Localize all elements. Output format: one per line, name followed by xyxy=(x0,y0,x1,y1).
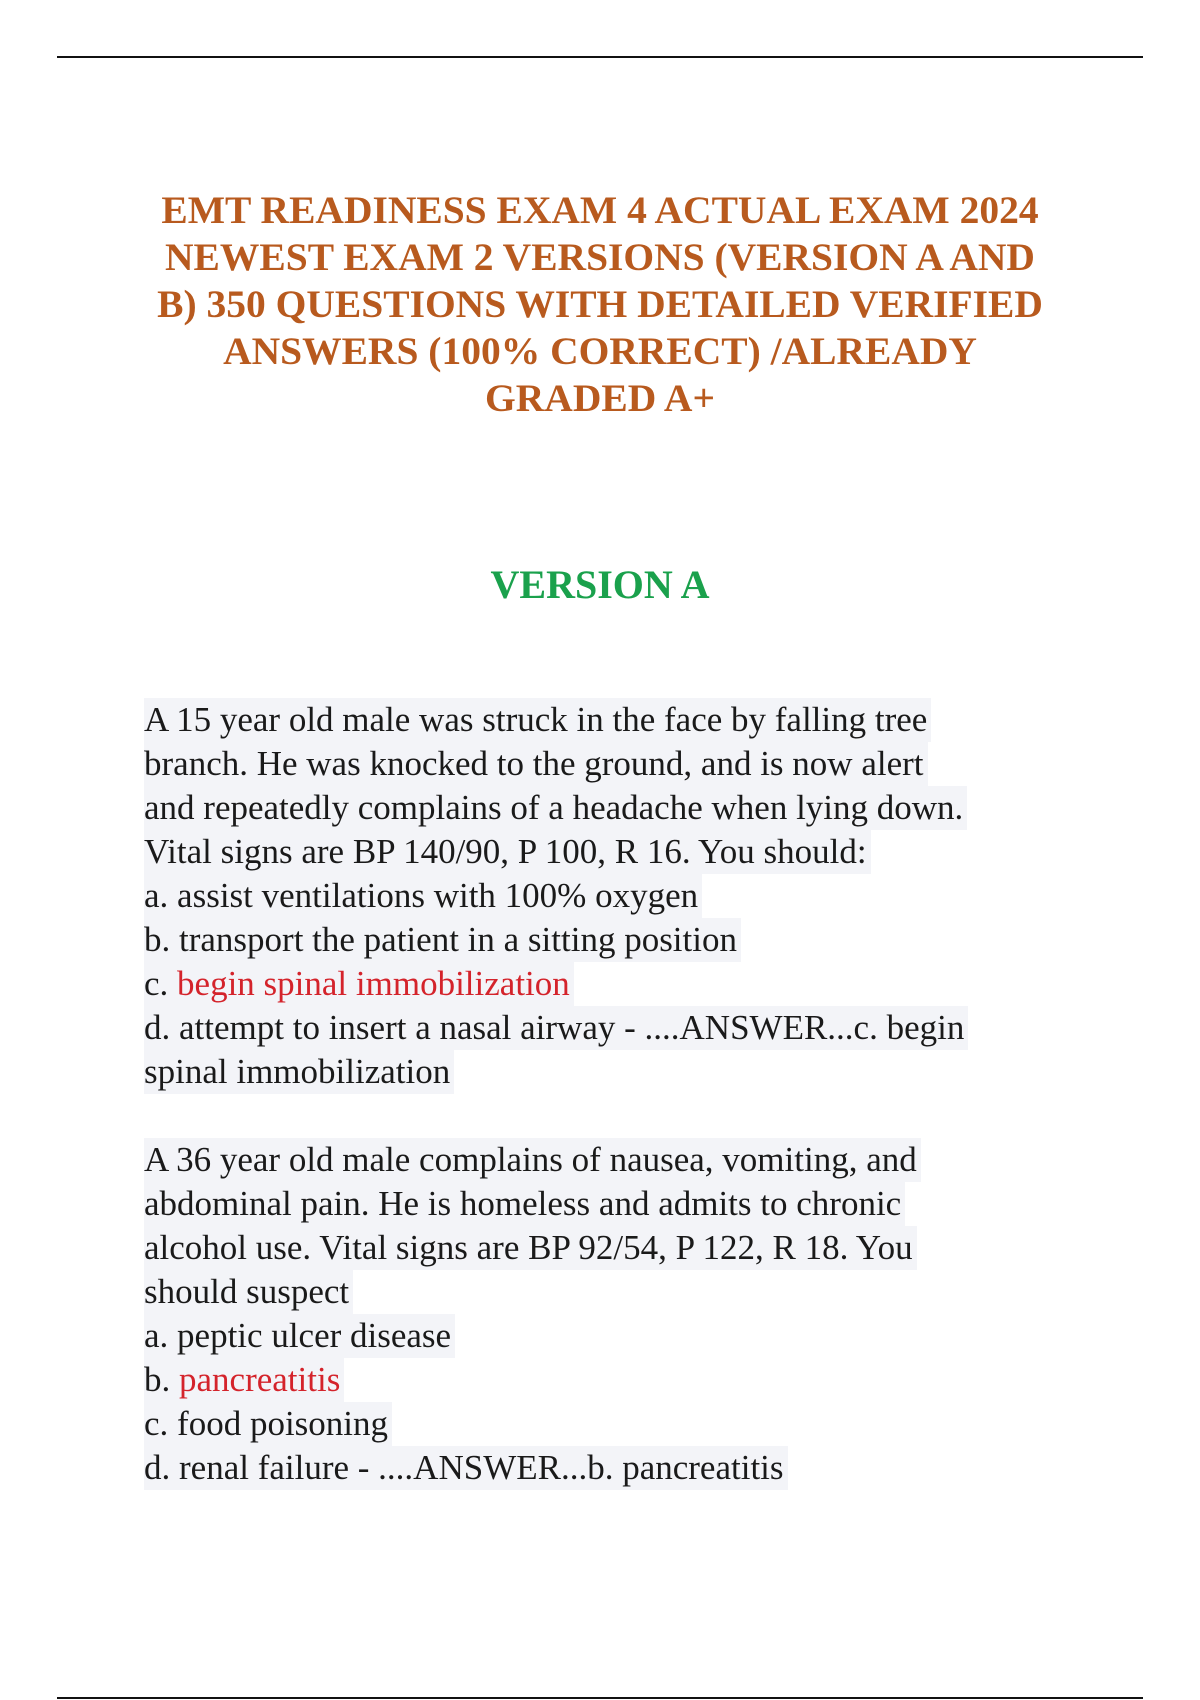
question-stem-line: abdominal pain. He is homeless and admits to chronic xyxy=(144,1182,905,1226)
header-divider xyxy=(57,56,1143,58)
question-stem-line: branch. He was knocked to the ground, and is now alert xyxy=(144,742,928,786)
question-stem-line: and repeatedly complains of a headache when lying down. xyxy=(144,786,967,830)
option-text: assist ventilations with 100% oxygen xyxy=(177,876,699,915)
option-a xyxy=(144,874,702,918)
option-prefix: b. xyxy=(144,920,179,959)
option-prefix: a. xyxy=(144,1316,178,1355)
title-line: ANSWERS (100% CORRECT) /ALREADY xyxy=(223,329,977,373)
title-line: NEWEST EXAM 2 VERSIONS (VERSION A AND xyxy=(165,235,1035,279)
option-c xyxy=(144,1402,392,1446)
option-b xyxy=(144,918,741,962)
option-prefix: d. xyxy=(144,1008,179,1047)
title-line: EMT READINESS EXAM 4 ACTUAL EXAM 2024 xyxy=(161,188,1039,232)
correct-answer-text: pancreatitis xyxy=(179,1360,341,1399)
option-prefix: d. xyxy=(144,1448,179,1487)
option-b-correct xyxy=(144,1358,344,1402)
option-prefix: b. xyxy=(144,1360,179,1399)
title-line: B) 350 QUESTIONS WITH DETAILED VERIFIED xyxy=(157,282,1043,326)
option-prefix: c. xyxy=(144,964,178,1003)
question-stem-line: Vital signs are BP 140/90, P 100, R 16. You should: xyxy=(144,830,871,874)
document-title xyxy=(100,187,1100,422)
option-c-correct xyxy=(144,962,574,1006)
option-prefix: a. xyxy=(144,876,178,915)
question-2 xyxy=(144,1138,921,1490)
option-prefix: c. xyxy=(144,1404,178,1443)
option-text: attempt to insert a nasal airway - ....ANSWER...c. begin xyxy=(179,1008,965,1047)
answer-continuation: spinal immobilization xyxy=(144,1050,454,1094)
option-text: food poisoning xyxy=(177,1404,389,1443)
option-text: renal failure - ....ANSWER...b. pancreatitis xyxy=(179,1448,784,1487)
question-stem-line: should suspect xyxy=(144,1270,353,1314)
option-text: peptic ulcer disease xyxy=(177,1316,452,1355)
question-1 xyxy=(144,698,968,1094)
footer-divider xyxy=(57,1697,1143,1699)
version-heading: VERSION A xyxy=(490,562,710,607)
option-d xyxy=(144,1446,788,1490)
correct-answer-text: begin spinal immobilization xyxy=(177,964,570,1003)
option-d xyxy=(144,1006,968,1050)
option-text: transport the patient in a sitting position xyxy=(179,920,737,959)
question-stem-line: A 36 year old male complains of nausea, vomiting, and xyxy=(144,1138,921,1182)
question-stem-line: alcohol use. Vital signs are BP 92/54, P 122, R 18. You xyxy=(144,1226,917,1270)
question-stem-line: A 15 year old male was struck in the face by falling tree xyxy=(144,698,931,742)
option-a xyxy=(144,1314,455,1358)
title-line: GRADED A+ xyxy=(485,376,715,420)
